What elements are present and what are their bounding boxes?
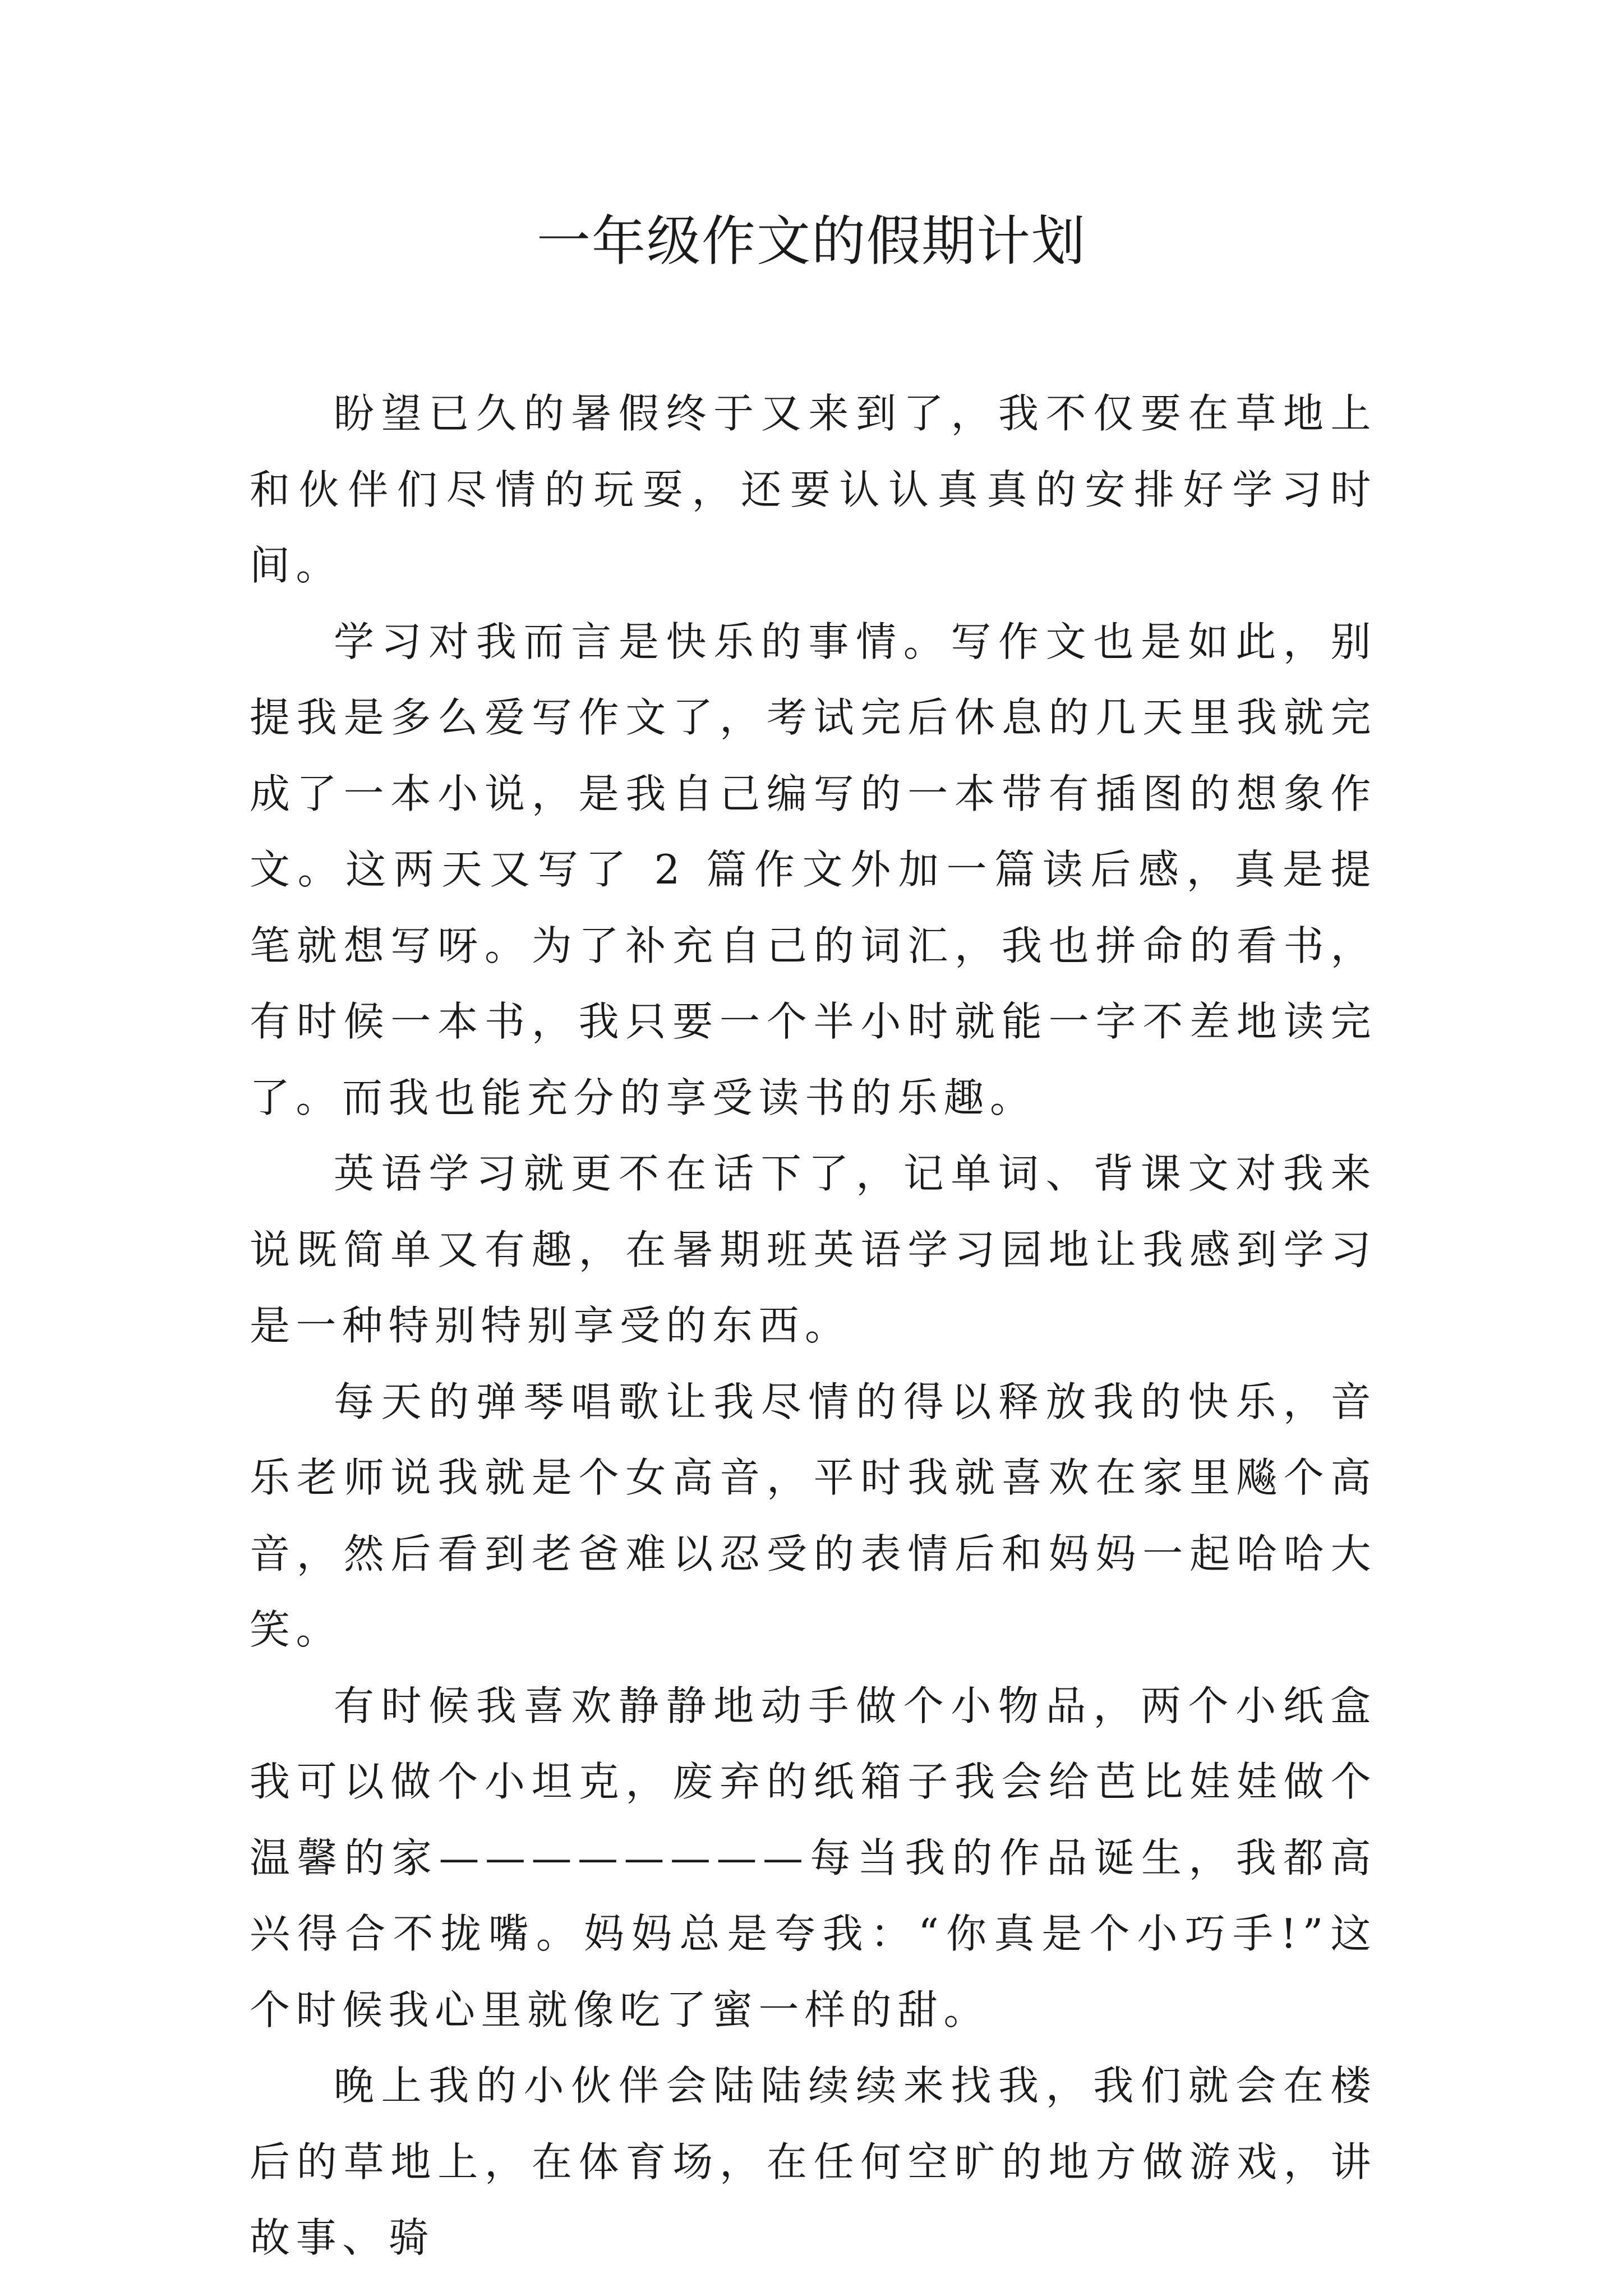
document-title: 一年级作文的假期计划 — [537, 210, 1086, 273]
paragraph-6: 晚上我的小伙伴会陆陆续续来找我，我们就会在楼后的草地上，在体育场，在任何空旷的地方做游戏，讲故事、骑 — [250, 2062, 1377, 2261]
paragraph-5: 有时候我喜欢静静地动手做个小物品，两个小纸盒我可以做个小坦克，废弃的纸箱子我会给芭比娃娃做个温馨的家————————每当我的作品诞生，我都高兴得合不拢嘴。妈妈总是夸我：“你真是个小巧手!”这个时候我心里就像吃了蜜一样的甜。 — [250, 1682, 1377, 2033]
paragraph-2: 学习对我而言是快乐的事情。写作文也是如此，别提我是多么爱写作文了，考试完后休息的几天里我就完成了一本小说，是我自己编写的一本带有插图的想象作文。这两天又写了 2 篇作文外加一篇读后感，真是提笔就想写呀。为了补充自己的词汇，我也拼命的看书，有时候一本书，我只要一个半小时就能一字不差地读完了。而我也能充分的享受读书的乐趣。 — [250, 618, 1377, 1121]
paragraph-4: 每天的弹琴唱歌让我尽情的得以释放我的快乐，音乐老师说我就是个女高音，平时我就喜欢在家里飚个高音，然后看到老爸难以忍受的表情后和妈妈一起哈哈大笑。 — [250, 1378, 1377, 1653]
paragraph-1: 盼望已久的暑假终于又来到了，我不仅要在草地上和伙伴们尽情的玩耍，还要认认真真的安排好学习时间。 — [250, 390, 1377, 589]
paragraph-3: 英语学习就更不在话下了，记单词、背课文对我来说既简单又有趣，在暑期班英语学习园地让我感到学习是一种特别特别享受的东西。 — [250, 1150, 1377, 1349]
document-body — [250, 376, 1377, 2276]
